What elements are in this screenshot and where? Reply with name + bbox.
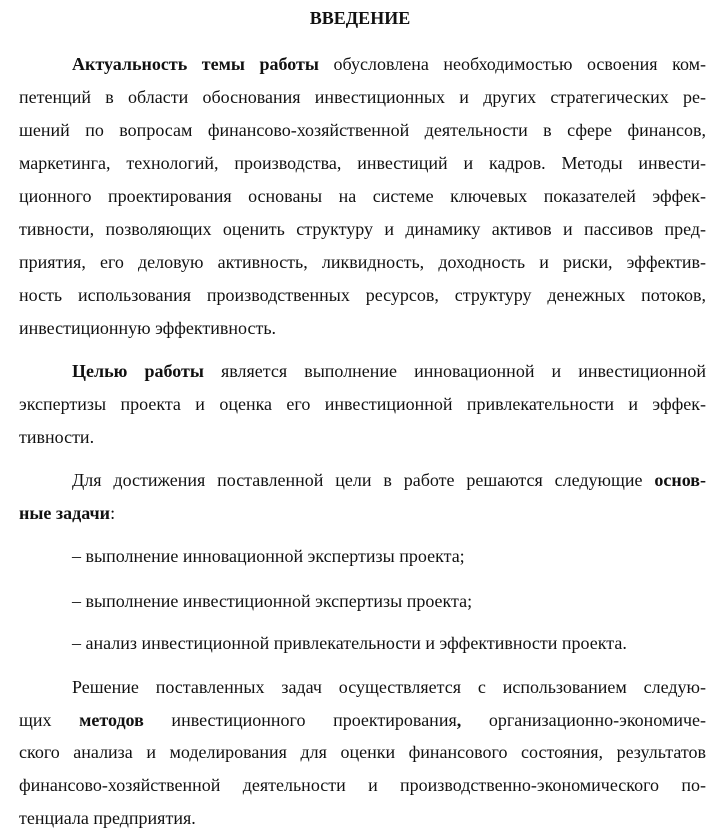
- text: – выполнение инвестиционной экспертизы проекта;: [72, 591, 473, 611]
- text: организационно-экономиче-: [461, 710, 707, 730]
- text-line: [72, 360, 706, 382]
- text: :: [110, 503, 116, 523]
- text-line: [19, 119, 706, 141]
- text-line: [19, 393, 706, 415]
- text-line: [19, 741, 706, 763]
- text-line: [19, 709, 706, 731]
- section-title: ВВЕДЕНИЕ: [309, 8, 411, 28]
- text-line: [72, 53, 706, 75]
- bold-text: ,: [456, 710, 462, 730]
- text: тивности, позволяющих оценить структуру и динамику активов и пассивов пред-: [19, 219, 706, 239]
- text: экспертизы проекта и оценка его инвестиционной привлекательности и эффек-: [19, 394, 706, 414]
- text: Решение поставленных задач осуществляется с использованием следую-: [72, 677, 706, 697]
- bold-text: ные задачи: [19, 503, 111, 523]
- text: Для достижения поставленной цели в работе решаются следующие: [72, 470, 655, 490]
- text-line: [19, 218, 706, 240]
- bold-text: методов: [79, 710, 144, 730]
- text: финансово-хозяйственной деятельности и производственно-экономического по-: [19, 775, 706, 795]
- text-line: [19, 86, 706, 108]
- text: тенциала предприятия.: [19, 808, 196, 828]
- text-line: [72, 469, 706, 491]
- text-line: [72, 676, 706, 698]
- text-line: [72, 632, 706, 654]
- text-line: [19, 774, 706, 796]
- text: маркетинга, технологий, производства, инвестиций и кадров. Методы инвести-: [19, 153, 706, 173]
- text: – выполнение инновационной экспертизы проекта;: [72, 546, 465, 566]
- bold-text: Актуальность темы работы: [72, 54, 319, 74]
- text: – анализ инвестиционной привлекательности и эффективности проекта.: [72, 633, 627, 653]
- text: шений по вопросам финансово-хозяйственной деятельности в сфере финансов,: [19, 120, 706, 140]
- text-line: [19, 284, 706, 306]
- text: инвестиционную эффективность.: [19, 318, 277, 338]
- bold-text: Целью работы: [72, 361, 204, 381]
- text-line: [19, 185, 706, 207]
- text-line: [19, 426, 706, 448]
- text: ского анализа и моделирования для оценки финансового состояния, результатов: [19, 742, 706, 762]
- text: является выполнение инновационной и инвестиционной: [203, 361, 706, 381]
- text-line: [19, 807, 706, 829]
- text: петенций в области обоснования инвестиционных и других стратегических ре-: [19, 87, 706, 107]
- text-line: [72, 545, 706, 567]
- text-line: [19, 317, 706, 339]
- text-line: [19, 152, 706, 174]
- text: приятия, его деловую активность, ликвидность, доходность и риски, эффектив-: [19, 252, 706, 272]
- text-line: [72, 590, 706, 612]
- text: щих: [19, 710, 80, 730]
- text: ционного проектирования основаны на системе ключевых показателей эффек-: [19, 186, 706, 206]
- text-line: [19, 251, 706, 273]
- text: ность использования производственных ресурсов, структуру денежных потоков,: [19, 285, 706, 305]
- text: инвестиционного проектирования: [143, 710, 457, 730]
- text: обусловлена необходимостью освоения ком-: [318, 54, 706, 74]
- bold-text: основ-: [654, 470, 706, 490]
- text: тивности.: [19, 427, 95, 447]
- text-line: [19, 502, 706, 524]
